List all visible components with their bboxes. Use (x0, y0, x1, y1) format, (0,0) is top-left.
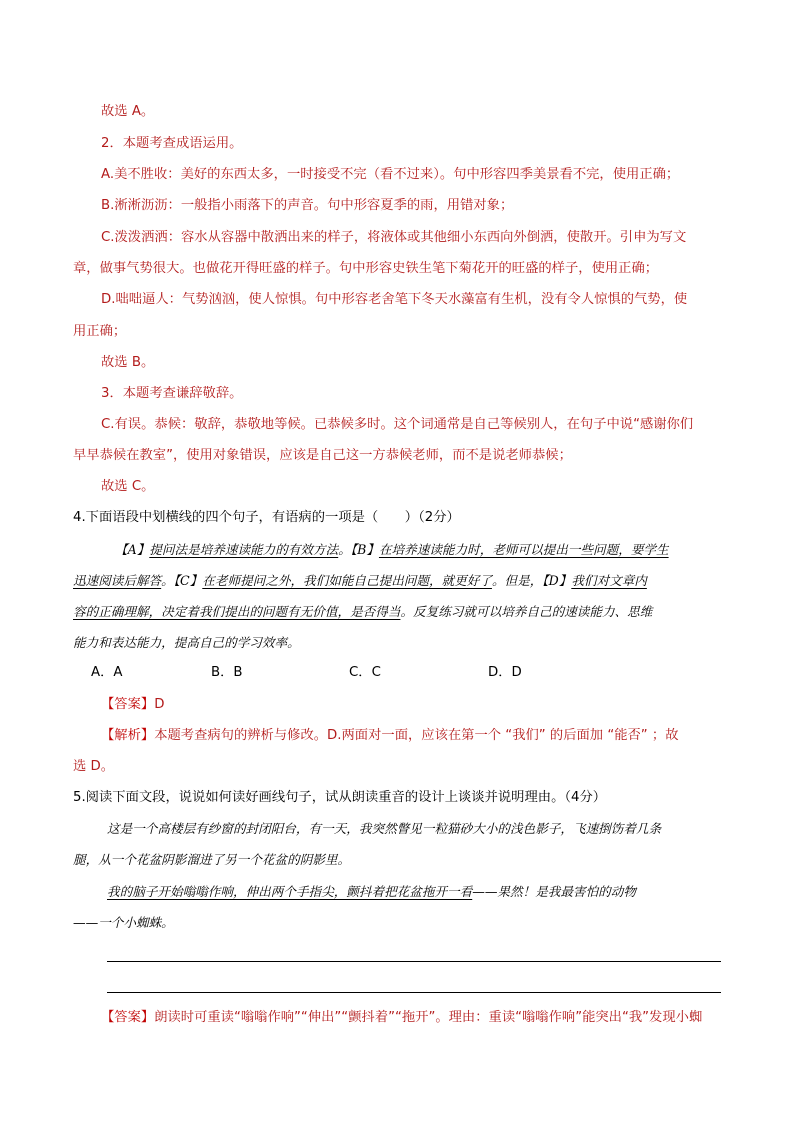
analysis-line: A.美不胜收：美好的东西太多，一时接受不完（看不过来）。句中形容四季美景看不完，使用正确； (101, 167, 680, 182)
analysis-line: 故选 C。 (101, 479, 155, 494)
punct: 。 (161, 573, 174, 588)
sentence-d-tag: 【D】 (542, 573, 572, 588)
q5-answer (101, 1009, 702, 1027)
option-a: A．A (91, 665, 123, 680)
q4-passage-line (115, 541, 669, 559)
sentence-d-cont: 容的正确理解，决定着我们提出的问题有无价值，是否得当 (73, 604, 401, 619)
q5-passage-line: 这是一个高楼层有纱窗的封闭阳台，有一天，我突然瞥见一粒猫砂大小的浅色影子，飞速捯饬着几条 (107, 821, 662, 836)
sentence-c: 在老师提问之外，我们如能自己提出问题，就更好了 (202, 573, 492, 588)
option-c: C．C (349, 665, 381, 680)
sentence-c-tag: 【C】 (173, 573, 203, 588)
analysis-line: C.泼泼洒洒：容水从容器中散洒出来的样子，将液体或其他细小东西向外倒洒，使散开。引申为写文 (101, 230, 687, 245)
analysis-line: 章，做事气势很大。也做花开得旺盛的样子。句中形容史铁生笔下菊花开的旺盛的样子，使用正确； (73, 261, 659, 276)
question-4-stem: 4.下面语段中划横线的四个句子，有语病的一项是（ ）（2分） (73, 510, 460, 525)
analysis-line: C.有误。恭候：敬辞，恭敬地等候。已恭候多时。这个词通常是自己等候别人，在句子中说“感谢你们 (101, 417, 694, 432)
analysis-line: B.淅淅沥沥：一般指小雨落下的声音。句中形容夏季的雨，用错对象； (101, 198, 514, 213)
answer-tag: 【答案】 (101, 1010, 155, 1025)
sentence-d: 我们对文章内 (571, 573, 647, 588)
analysis-tag: 【解析】 (101, 728, 155, 743)
option-d: D．D (488, 665, 522, 680)
sentence-b-tag: 【B】 (350, 542, 379, 557)
analysis-line: 2．本题考查成语运用。 (101, 136, 243, 151)
analysis-line: 故选 B。 (101, 355, 155, 370)
analysis-line: 故选 A。 (101, 104, 155, 119)
analysis-line: 用正确； (73, 324, 127, 339)
q5-passage-line: ——一个小蜘蛛。 (73, 915, 174, 930)
analysis-line: D.咄咄逼人：气势汹汹，使人惊惧。句中形容老舍笔下冬天水藻富有生机，没有令人惊惧的气势，使 (101, 292, 688, 307)
passage-text: 。但是， (491, 573, 543, 588)
q4-analysis (101, 727, 679, 745)
sentence-a-tag: 【A】 (115, 542, 150, 557)
sentence-b: 在培养速读能力时，老师可以提出一些问题，要学生 (378, 542, 669, 557)
analysis-text: 本题考查病句的辨析与修改。D.两面对一面，应该在第一个 “我们” 的后面加 “能否” ；故 (154, 728, 679, 743)
sentence-a: 提问法是培养速读能力的有效方法 (149, 542, 339, 557)
q4-passage-line (73, 603, 652, 621)
q4-analysis-cont: 选 D。 (73, 759, 115, 774)
q4-passage-line: 能力和表达能力，提高自己的学习效率。 (73, 635, 300, 650)
punct: 。 (338, 542, 351, 557)
q4-passage-line (73, 572, 647, 590)
q4-answer (101, 696, 164, 714)
question-5-stem: 5.阅读下面文段，说说如何读好画线句子，试从朗读重音的设计上谈谈并说明理由。（4分） (73, 790, 607, 805)
analysis-line: 早早恭候在教室”，使用对象错误，应该是自己这一方恭候老师，而不是说老师恭候； (73, 448, 572, 463)
answer-value: D (154, 697, 165, 712)
answer-tag: 【答案】 (101, 697, 155, 712)
analysis-line: 3．本题考查谦辞敬辞。 (101, 386, 243, 401)
answer-text: 朗读时可重读“嗡嗡作响”“伸出”“颤抖着”“拖开”。理由：重读“嗡嗡作响”能突出“我”发现小蜘 (154, 1010, 703, 1025)
passage-text: ——果然！是我最害怕的动物 (472, 884, 636, 899)
sentence-b-cont: 迅速阅读后解答 (73, 573, 162, 588)
passage-text: 。反复练习就可以培养自己的速读能力、思维 (400, 604, 653, 619)
answer-blank-line (107, 992, 721, 993)
option-b: B．B (211, 665, 243, 680)
q5-passage-line (107, 883, 636, 901)
underlined-sentence: 我的脑子开始嗡嗡作响，伸出两个手指尖，颤抖着把花盆拖开一看 (107, 884, 473, 899)
q5-passage-line: 腿，从一个花盆阴影溜进了另一个花盆的阴影里。 (73, 852, 351, 867)
answer-blank-line (107, 961, 721, 962)
